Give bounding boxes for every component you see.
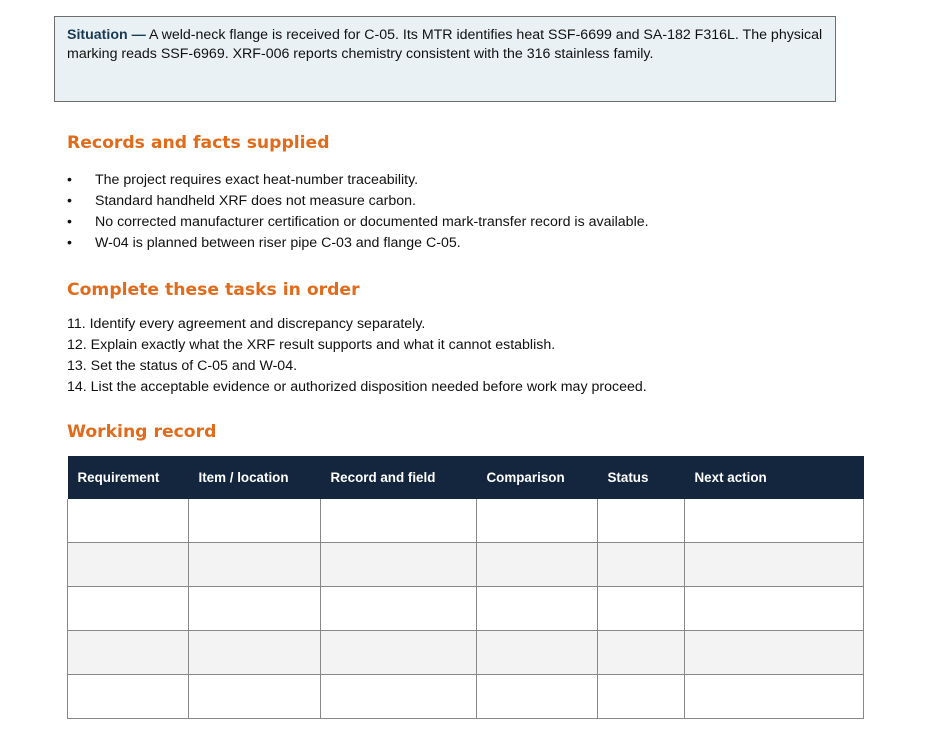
table-cell[interactable] xyxy=(321,631,477,675)
table-cell[interactable] xyxy=(685,543,864,587)
bullet-icon: • xyxy=(67,193,72,209)
table-cell[interactable] xyxy=(477,631,598,675)
situation-text: A weld-neck flange is received for C-05. Its MTR identifies heat SSF-6699 and SA-182 F316L. The physical marking reads SSF-6969. XRF-006 reports chemistry consistent with the 316 stainless family. xyxy=(67,27,823,62)
table-row xyxy=(68,675,864,719)
table-cell[interactable] xyxy=(68,675,189,719)
table-cell[interactable] xyxy=(321,499,477,543)
table-row xyxy=(68,631,864,675)
working-record-heading: Working record xyxy=(67,422,217,442)
facts-list xyxy=(67,170,649,254)
working-record-table xyxy=(67,456,864,719)
table-cell[interactable] xyxy=(189,543,321,587)
table-cell[interactable] xyxy=(477,543,598,587)
table-cell[interactable] xyxy=(685,631,864,675)
tasks-list xyxy=(67,314,647,398)
column-header: Comparison xyxy=(477,456,598,499)
table-cell[interactable] xyxy=(189,499,321,543)
table-row xyxy=(68,543,864,587)
table-cell[interactable] xyxy=(68,543,189,587)
table-cell[interactable] xyxy=(189,587,321,631)
list-item: • No corrected manufacturer certification or documented mark-transfer record is available. xyxy=(67,212,649,233)
table-cell[interactable] xyxy=(685,499,864,543)
table-cell[interactable] xyxy=(598,587,685,631)
table-cell[interactable] xyxy=(477,499,598,543)
table-row xyxy=(68,499,864,543)
table-cell[interactable] xyxy=(477,587,598,631)
list-item: • Standard handheld XRF does not measure carbon. xyxy=(67,191,649,212)
table-row xyxy=(68,587,864,631)
table-cell[interactable] xyxy=(68,631,189,675)
table-cell[interactable] xyxy=(321,543,477,587)
list-item: • W-04 is planned between riser pipe C-03 and flange C-05. xyxy=(67,233,649,254)
table-cell[interactable] xyxy=(598,675,685,719)
task-item: 11. Identify every agreement and discrepancy separately. xyxy=(67,316,426,332)
table-cell[interactable] xyxy=(598,631,685,675)
table-cell[interactable] xyxy=(68,499,189,543)
task-item: 12. Explain exactly what the XRF result supports and what it cannot establish. xyxy=(67,337,556,353)
list-item: • The project requires exact heat-number traceability. xyxy=(67,170,649,191)
bullet-icon: • xyxy=(67,235,72,251)
task-item: 14. List the acceptable evidence or authorized disposition needed before work may proceed. xyxy=(67,379,647,395)
table-cell[interactable] xyxy=(68,587,189,631)
table-cell[interactable] xyxy=(189,675,321,719)
column-header: Item / location xyxy=(189,456,321,499)
table-cell[interactable] xyxy=(685,675,864,719)
table-cell[interactable] xyxy=(598,499,685,543)
table-header-row xyxy=(68,456,864,499)
task-item: 13. Set the status of C-05 and W-04. xyxy=(67,358,298,374)
table-cell[interactable] xyxy=(598,543,685,587)
situation-label: Situation — xyxy=(67,27,146,43)
table-cell[interactable] xyxy=(685,587,864,631)
table-cell[interactable] xyxy=(477,675,598,719)
column-header: Next action xyxy=(685,456,864,499)
column-header: Requirement xyxy=(68,456,189,499)
bullet-icon: • xyxy=(67,214,72,230)
table-cell[interactable] xyxy=(321,675,477,719)
situation-callout xyxy=(54,16,836,102)
bullet-icon: • xyxy=(67,172,72,188)
table-cell[interactable] xyxy=(189,631,321,675)
tasks-heading: Complete these tasks in order xyxy=(67,280,360,300)
column-header: Status xyxy=(598,456,685,499)
column-header: Record and field xyxy=(321,456,477,499)
table-cell[interactable] xyxy=(321,587,477,631)
records-heading: Records and facts supplied xyxy=(67,133,330,153)
